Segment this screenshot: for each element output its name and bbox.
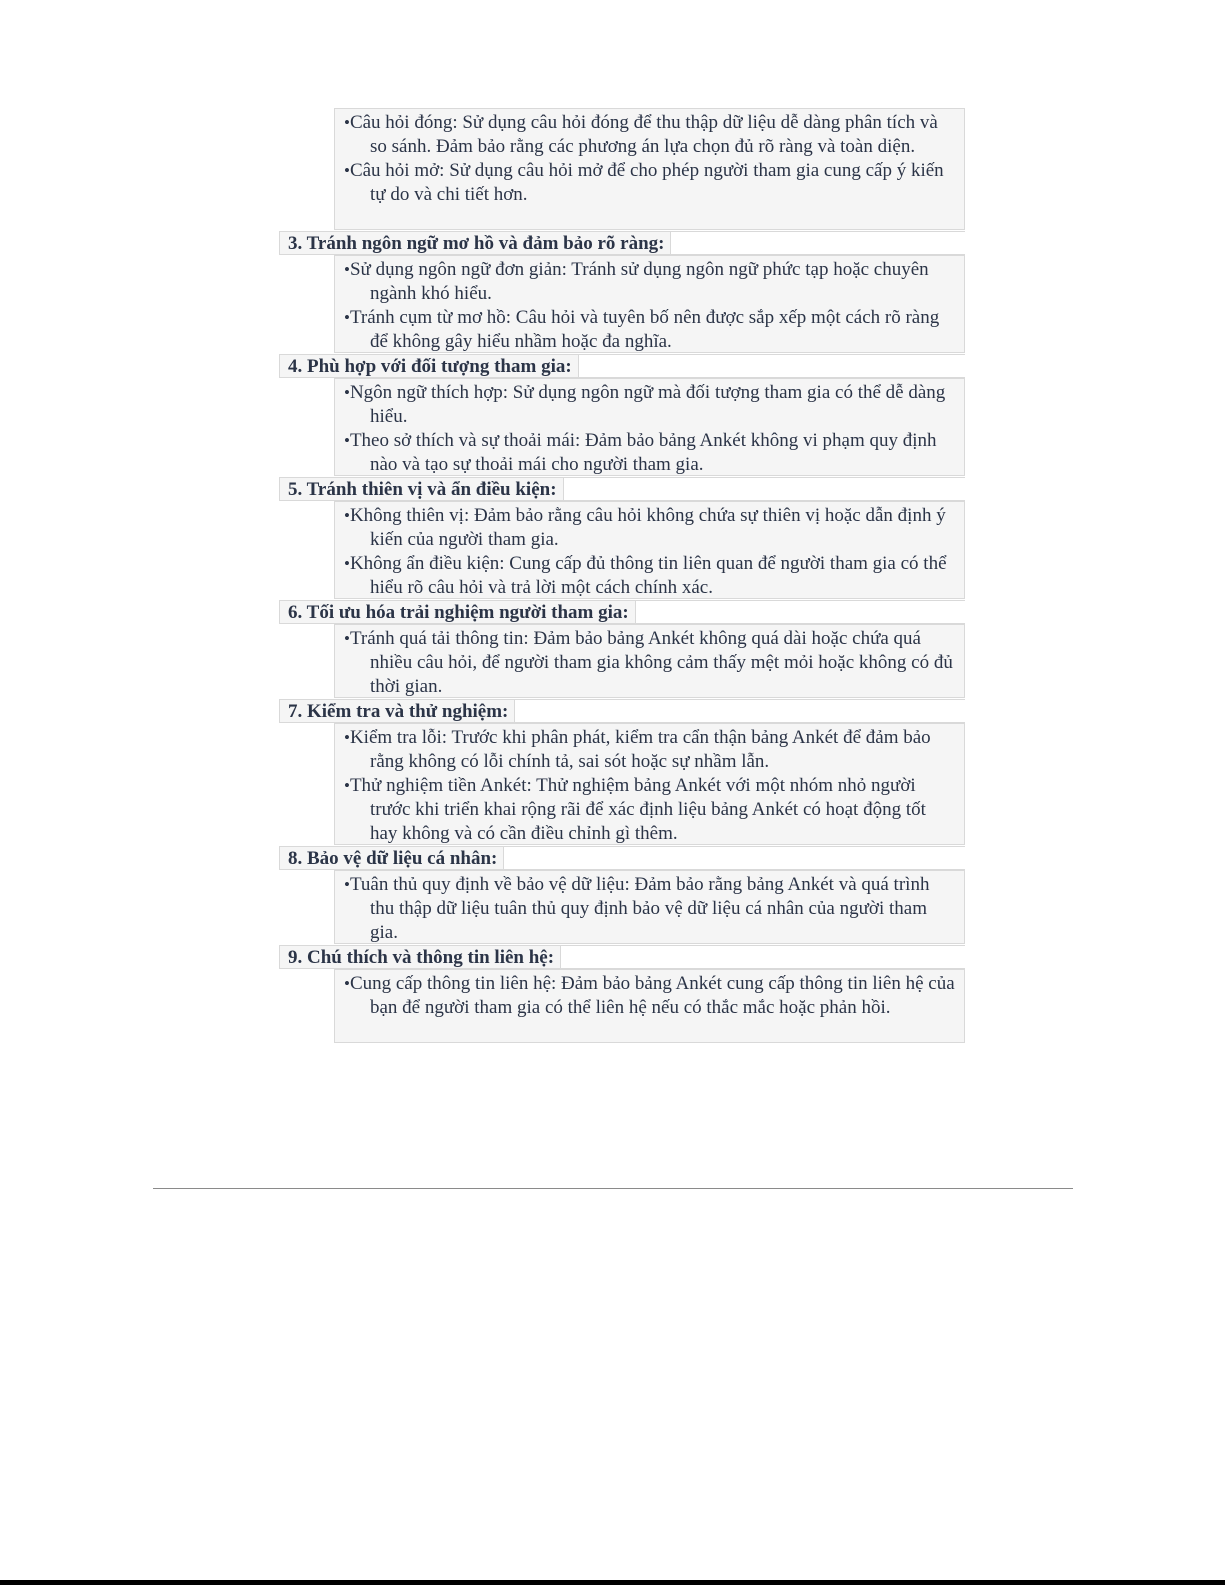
list-item: •Câu hỏi đóng: Sử dụng câu hỏi đóng để thu thập dữ liệu dễ dàng phân tích và so sánh. Đảm bảo rằng các phương án lựa chọn đủ rõ ràng và toàn diện. [344,112,938,157]
section-heading: 3. Tránh ngôn ngữ mơ hồ và đảm bảo rõ ràng: [279,231,671,255]
section-heading: 8. Bảo vệ dữ liệu cá nhân: [279,846,504,870]
bullet: • [344,260,350,279]
list-item: •Thử nghiệm tiền Ankét: Thử nghiệm bảng Ankét với một nhóm nhỏ người trước khi triển khai rộng rãi để xác định liệu bảng Ankét có hoạt động tốt hay không và có cần điều chỉnh gì thêm. [344,775,926,844]
list-block [334,870,965,944]
list-block [334,624,965,698]
bullet: • [344,875,350,894]
bullet: • [344,728,350,747]
page-bottom-edge [0,1580,1225,1585]
bullet: • [344,113,350,132]
section-heading: 5. Tránh thiên vị và ẩn điều kiện: [279,477,564,501]
bullet: • [344,383,350,402]
list-block [334,501,965,599]
list-block [334,723,965,845]
list-block [334,108,965,230]
list-item: •Tránh quá tải thông tin: Đảm bảo bảng Ankét không quá dài hoặc chứa quá nhiều câu hỏi, để người tham gia không cảm thấy mệt mỏi hoặc không có đủ thời gian. [344,628,953,697]
list-item: •Cung cấp thông tin liên hệ: Đảm bảo bảng Ankét cung cấp thông tin liên hệ của bạn để người tham gia có thể liên hệ nếu có thắc mắc hoặc phản hồi. [344,973,955,1018]
list-item: •Theo sở thích và sự thoải mái: Đảm bảo bảng Ankét không vi phạm quy định nào và tạo sự thoải mái cho người tham gia. [344,430,937,475]
list-item: •Tránh cụm từ mơ hồ: Câu hỏi và tuyên bố nên được sắp xếp một cách rõ ràng để không gây hiểu nhầm hoặc đa nghĩa. [344,307,940,352]
list-item: •Không thiên vị: Đảm bảo rằng câu hỏi không chứa sự thiên vị hoặc dẫn định ý kiến của người tham gia. [344,505,946,550]
bullet: • [344,161,350,180]
section-heading: 7. Kiểm tra và thử nghiệm: [279,699,515,723]
section-heading: 9. Chú thích và thông tin liên hệ: [279,945,561,969]
list-item: •Câu hỏi mở: Sử dụng câu hỏi mở để cho phép người tham gia cung cấp ý kiến tự do và chi tiết hơn. [344,160,944,205]
section-heading: 4. Phù hợp với đối tượng tham gia: [279,354,579,378]
list-item: •Kiểm tra lỗi: Trước khi phân phát, kiểm tra cẩn thận bảng Ankét để đảm bảo rằng không có lỗi chính tả, sai sót hoặc sự nhầm lẫn. [344,727,931,772]
list-block [334,969,965,1043]
bullet: • [344,629,350,648]
bullet: • [344,506,350,525]
list-item: •Tuân thủ quy định về bảo vệ dữ liệu: Đảm bảo rằng bảng Ankét và quá trình thu thập dữ liệu tuân thủ quy định bảo vệ dữ liệu cá nhân của người tham gia. [344,874,930,943]
list-block [334,378,965,476]
bullet: • [344,431,350,450]
list-item: •Không ẩn điều kiện: Cung cấp đủ thông tin liên quan để người tham gia có thể hiểu rõ câu hỏi và trả lời một cách chính xác. [344,553,947,598]
list-block [334,255,965,353]
bullet: • [344,776,350,795]
list-item: •Ngôn ngữ thích hợp: Sử dụng ngôn ngữ mà đối tượng tham gia có thể dễ dàng hiểu. [344,382,946,427]
bullet: • [344,974,350,993]
section-heading: 6. Tối ưu hóa trải nghiệm người tham gia: [279,600,636,624]
bullet: • [344,308,350,327]
list-item: •Sử dụng ngôn ngữ đơn giản: Tránh sử dụng ngôn ngữ phức tạp hoặc chuyên ngành khó hiểu. [344,259,929,304]
bullet: • [344,554,350,573]
page-divider [153,1188,1073,1189]
